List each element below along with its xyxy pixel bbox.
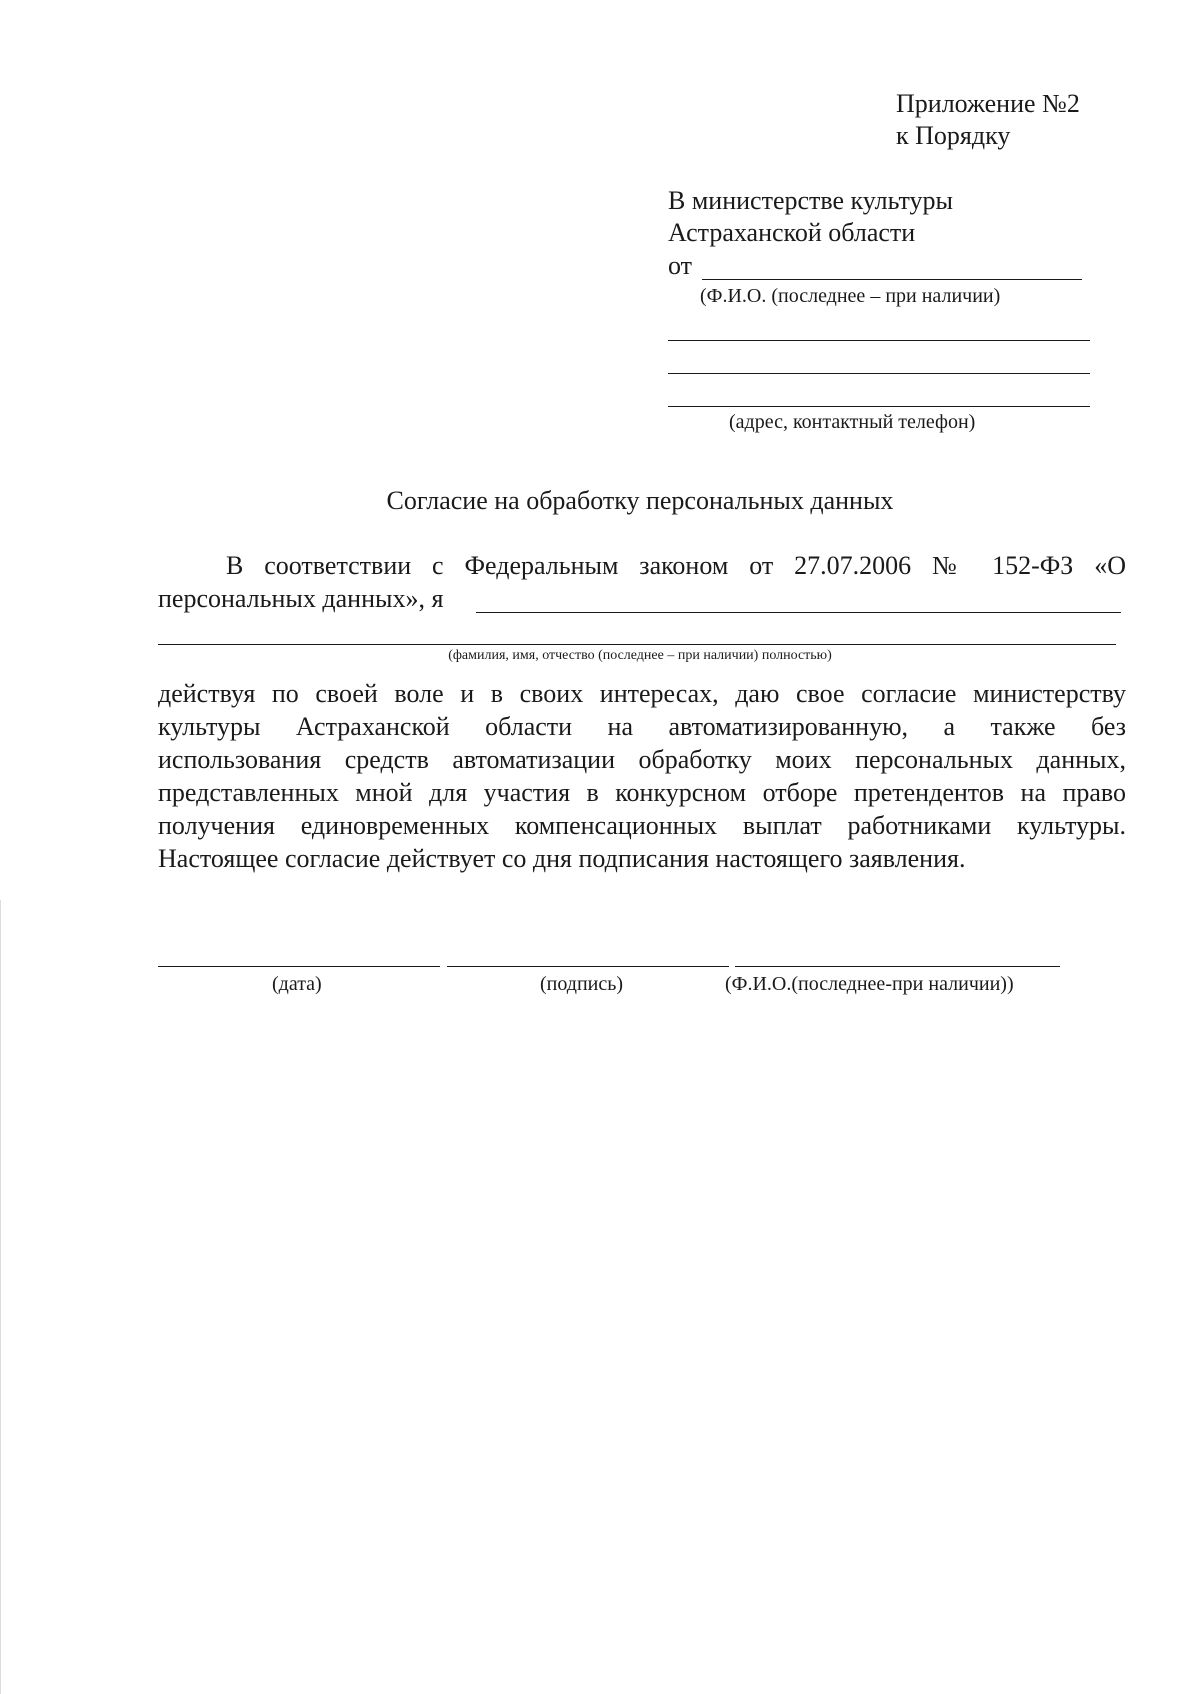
addressee-line-1: В министерстве культуры xyxy=(668,186,953,215)
body-line-5: получения единовременных компенсационных выплат работниками культуры. xyxy=(158,811,1126,840)
appendix-number: Приложение №2 xyxy=(896,89,1080,118)
scan-edge xyxy=(0,900,1,1694)
fio-blank-line[interactable] xyxy=(702,279,1082,280)
from-label: от xyxy=(668,251,693,280)
date-blank-line[interactable] xyxy=(158,966,440,967)
signature-caption: (подпись) xyxy=(540,973,624,995)
body-line-3: использования средств автоматизации обработку моих персональных данных, xyxy=(158,745,1126,774)
signature-fio-blank-line[interactable] xyxy=(735,966,1060,967)
address-blank-line-2[interactable] xyxy=(668,373,1090,374)
date-caption: (дата) xyxy=(272,973,322,995)
body-line-1: действуя по своей воле и в своих интересах, даю свое согласие министерству xyxy=(158,679,1126,708)
body-line-2: культуры Астраханской области на автоматизированную, а также без xyxy=(158,712,1126,741)
signature-fio-caption: (Ф.И.О.(последнее-при наличии)) xyxy=(725,973,1014,995)
appendix-reference: к Порядку xyxy=(896,121,1011,150)
address-blank-line-1[interactable] xyxy=(668,340,1090,341)
address-blank-line-3[interactable] xyxy=(668,406,1090,407)
intro-line-2: персональных данных», я xyxy=(158,584,444,613)
body-line-6: Настоящее согласие действует со дня подписания настоящего заявления. xyxy=(158,844,966,873)
full-name-blank-line[interactable] xyxy=(476,612,1121,613)
intro-line-1: В соответствии с Федеральным законом от 27.07.2006 № 152-ФЗ «О xyxy=(226,551,1126,580)
body-line-4: представленных мной для участия в конкурсном отборе претендентов на право xyxy=(158,778,1126,807)
full-name-caption: (фамилия, имя, отчество (последнее – при наличии) полностью) xyxy=(448,648,832,663)
fio-caption: (Ф.И.О. (последнее – при наличии) xyxy=(700,285,1001,307)
signature-blank-line[interactable] xyxy=(447,966,729,967)
document-title: Согласие на обработку персональных данных xyxy=(386,486,894,515)
full-name-blank-line-2[interactable] xyxy=(158,644,1116,645)
address-caption: (адрес, контактный телефон) xyxy=(729,411,976,433)
addressee-line-2: Астраханской области xyxy=(668,218,916,247)
